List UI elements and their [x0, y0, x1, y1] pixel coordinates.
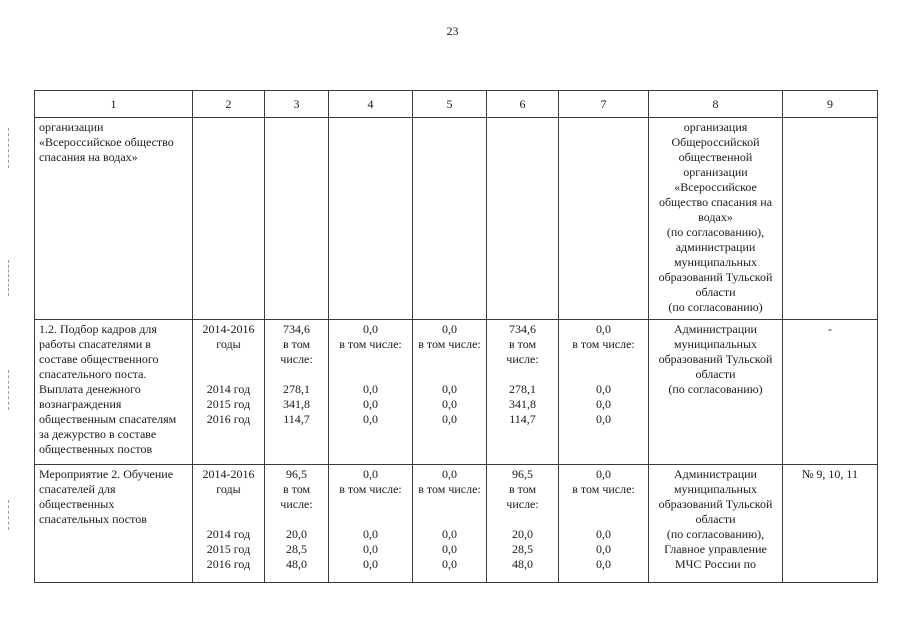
cell-text-line: 2015 год — [206, 542, 251, 556]
margin-scan-mark — [8, 370, 10, 410]
margin-scan-mark — [8, 500, 10, 530]
cell-text-line: 0,0 — [442, 382, 457, 396]
cell-text-line: 2016 год — [206, 412, 251, 426]
page-number: 23 — [446, 24, 459, 38]
cell-text-line: муниципальных — [673, 482, 758, 496]
cell-text-line: годы — [216, 337, 241, 351]
cell-text-line: в том числе: — [339, 482, 402, 496]
cell-text-line: 0,0 — [442, 412, 457, 426]
cell-text-line: муниципальных — [673, 255, 758, 269]
cell-text-line: в том числе: — [418, 482, 481, 496]
cell-text-line: общественных постов — [39, 442, 153, 456]
column-header: 1 — [35, 91, 193, 118]
cell-text-line: в том числе: — [572, 482, 635, 496]
cell-text-line: Главное управление — [664, 542, 767, 556]
cell-spacer — [417, 497, 482, 527]
cell-text-line: 2015 год — [206, 397, 251, 411]
cell-text-line: организации — [39, 120, 104, 134]
cell-text-line: 0,0 — [363, 412, 378, 426]
cell-text-line: 2014 год — [206, 382, 251, 396]
cell-executor — [649, 465, 783, 583]
cell-text-line: числе: — [280, 497, 313, 511]
cell-spacer — [333, 352, 408, 382]
cell-text-line: образований Тульской — [658, 270, 773, 284]
cell-text-line: числе: — [506, 497, 539, 511]
cell-text-line: 278,1 — [283, 382, 310, 396]
cell-text-line: Общероссийской — [671, 135, 760, 149]
cell-text-line: 0,0 — [596, 527, 611, 541]
cell-text-line: (по согласованию), — [666, 527, 765, 541]
cell-text-line: 96,5 — [286, 467, 307, 481]
cell-spacer — [197, 497, 260, 527]
cell-text-line: 0,0 — [596, 467, 611, 481]
cell-text-line: спасания на водах» — [39, 150, 138, 164]
cell-text-line: 0,0 — [442, 467, 457, 481]
column-header: 3 — [265, 91, 329, 118]
cell-text-line: в том — [508, 482, 537, 496]
cell-text-line: МЧС России по — [674, 557, 757, 571]
cell-indicator — [783, 465, 878, 583]
cell-text-line: числе: — [506, 352, 539, 366]
cell-period — [193, 320, 265, 465]
cell-text-line: в том числе: — [339, 337, 402, 351]
cell-text-line: 1.2. Подбор кадров для — [39, 322, 157, 336]
cell-text-line: 114,7 — [283, 412, 310, 426]
cell-municipal — [487, 465, 559, 583]
cell-federal — [329, 465, 413, 583]
cell-text-line: «Всероссийское общество — [39, 135, 174, 149]
cell-text-line: 734,6 — [509, 322, 536, 336]
cell-spacer — [417, 352, 482, 382]
cell-text-line: 48,0 — [286, 557, 307, 571]
cell-text-line: числе: — [280, 352, 313, 366]
cell-text-line: организации — [683, 165, 748, 179]
cell-text-line: образований Тульской — [658, 497, 773, 511]
cell-text-line: 2014 год — [206, 527, 251, 541]
cell-text-line: 0,0 — [596, 397, 611, 411]
cell-text-line: Мероприятие 2. Обучение — [39, 467, 174, 481]
cell-text-line: 96,5 — [512, 467, 533, 481]
cell-spacer — [491, 367, 554, 382]
column-header: 9 — [783, 91, 878, 118]
table-row — [35, 320, 878, 465]
cell-text-line: 20,0 — [512, 527, 533, 541]
cell-text-line: Выплата денежного — [39, 382, 141, 396]
cell-text-line: № 9, 10, 11 — [801, 467, 858, 481]
cell-text-line: 0,0 — [596, 557, 611, 571]
cell-text-line: муниципальных — [673, 337, 758, 351]
cell-other — [559, 118, 649, 320]
cell-text-line: (по согласованию), — [666, 225, 765, 239]
cell-text-line: работы спасателями в — [39, 337, 151, 351]
cell-text-line: общество спасания на — [658, 195, 773, 209]
cell-text-line: в том — [508, 337, 537, 351]
cell-text-line: годы — [216, 482, 241, 496]
cell-text-line: 0,0 — [363, 542, 378, 556]
cell-indicator — [783, 320, 878, 465]
cell-regional — [413, 118, 487, 320]
cell-text-line: в том — [282, 337, 311, 351]
cell-text-line: 0,0 — [442, 527, 457, 541]
cell-total — [265, 118, 329, 320]
cell-text-line: 341,8 — [283, 397, 310, 411]
cell-text-line: 28,5 — [512, 542, 533, 556]
cell-spacer — [269, 367, 324, 382]
cell-indicator — [783, 118, 878, 320]
cell-other — [559, 465, 649, 583]
column-header: 2 — [193, 91, 265, 118]
cell-text-line: 0,0 — [596, 382, 611, 396]
cell-text-line: в том числе: — [572, 337, 635, 351]
margin-scan-mark — [8, 260, 10, 296]
cell-text-line: 2016 год — [206, 557, 251, 571]
margin-scan-mark — [8, 128, 10, 168]
cell-regional — [413, 465, 487, 583]
cell-period — [193, 118, 265, 320]
cell-executor — [649, 320, 783, 465]
cell-text-line: общественным спасателям — [39, 412, 177, 426]
cell-text-line: (по согласованию) — [668, 382, 763, 396]
cell-other — [559, 320, 649, 465]
cell-regional — [413, 320, 487, 465]
cell-text-line: 0,0 — [363, 557, 378, 571]
cell-text-line: общественной — [678, 150, 753, 164]
cell-spacer — [197, 352, 260, 382]
cell-municipal — [487, 320, 559, 465]
cell-municipal — [487, 118, 559, 320]
cell-text-line: администрации — [675, 240, 756, 254]
column-header: 4 — [329, 91, 413, 118]
cell-period — [193, 465, 265, 583]
cell-text-line: образований Тульской — [658, 352, 773, 366]
cell-text-line: спасательных постов — [39, 512, 147, 526]
cell-spacer — [333, 497, 408, 527]
cell-text-line: 278,1 — [509, 382, 536, 396]
cell-text-line: «Всероссийское — [674, 180, 757, 194]
column-header: 8 — [649, 91, 783, 118]
table-row — [35, 465, 878, 583]
cell-name — [35, 465, 193, 583]
cell-text-line: 2014-2016 — [202, 322, 255, 336]
cell-text-line: 0,0 — [363, 382, 378, 396]
cell-text-line: Администрации — [674, 322, 757, 336]
table-row — [35, 118, 878, 320]
cell-text-line: в том числе: — [418, 337, 481, 351]
cell-text-line: 0,0 — [442, 557, 457, 571]
cell-text-line: вознаграждения — [39, 397, 122, 411]
cell-total — [265, 465, 329, 583]
cell-text-line: 0,0 — [442, 322, 457, 336]
cell-text-line: общественных — [39, 497, 115, 511]
column-header: 6 — [487, 91, 559, 118]
cell-text-line: (по согласованию) — [668, 300, 763, 314]
cell-total — [265, 320, 329, 465]
cell-text-line: 114,7 — [509, 412, 536, 426]
cell-text-line: 0,0 — [442, 542, 457, 556]
cell-text-line: за дежурство в составе — [39, 427, 157, 441]
cell-text-line: 0,0 — [596, 412, 611, 426]
cell-text-line: 0,0 — [596, 322, 611, 336]
cell-text-line: 48,0 — [512, 557, 533, 571]
cell-text-line: 0,0 — [363, 467, 378, 481]
cell-text-line: 20,0 — [286, 527, 307, 541]
cell-text-line: Администрации — [674, 467, 757, 481]
column-header: 5 — [413, 91, 487, 118]
cell-text-line: спасательного поста. — [39, 367, 147, 381]
cell-text-line: 0,0 — [442, 397, 457, 411]
cell-text-line: 341,8 — [509, 397, 536, 411]
column-header: 7 — [559, 91, 649, 118]
program-table — [34, 90, 878, 583]
cell-spacer — [269, 512, 324, 527]
cell-spacer — [563, 352, 644, 382]
cell-text-line: 28,5 — [286, 542, 307, 556]
cell-spacer — [491, 512, 554, 527]
cell-text-line: области — [695, 512, 736, 526]
cell-executor — [649, 118, 783, 320]
cell-text-line: 734,6 — [283, 322, 310, 336]
cell-text-line: составе общественного — [39, 352, 159, 366]
cell-federal — [329, 118, 413, 320]
cell-spacer — [563, 497, 644, 527]
cell-text-line: области — [695, 285, 736, 299]
cell-text-line: в том — [282, 482, 311, 496]
header-row — [35, 91, 878, 118]
cell-text-line: области — [695, 367, 736, 381]
cell-name — [35, 118, 193, 320]
cell-text-line: 0,0 — [363, 397, 378, 411]
cell-federal — [329, 320, 413, 465]
cell-text-line: - — [828, 322, 832, 336]
cell-text-line: 0,0 — [363, 527, 378, 541]
cell-name — [35, 320, 193, 465]
cell-text-line: спасателей для — [39, 482, 116, 496]
cell-text-line: организация — [683, 120, 748, 134]
cell-text-line: 0,0 — [596, 542, 611, 556]
cell-text-line: 0,0 — [363, 322, 378, 336]
cell-text-line: 2014-2016 — [202, 467, 255, 481]
cell-text-line: водах» — [698, 210, 733, 224]
